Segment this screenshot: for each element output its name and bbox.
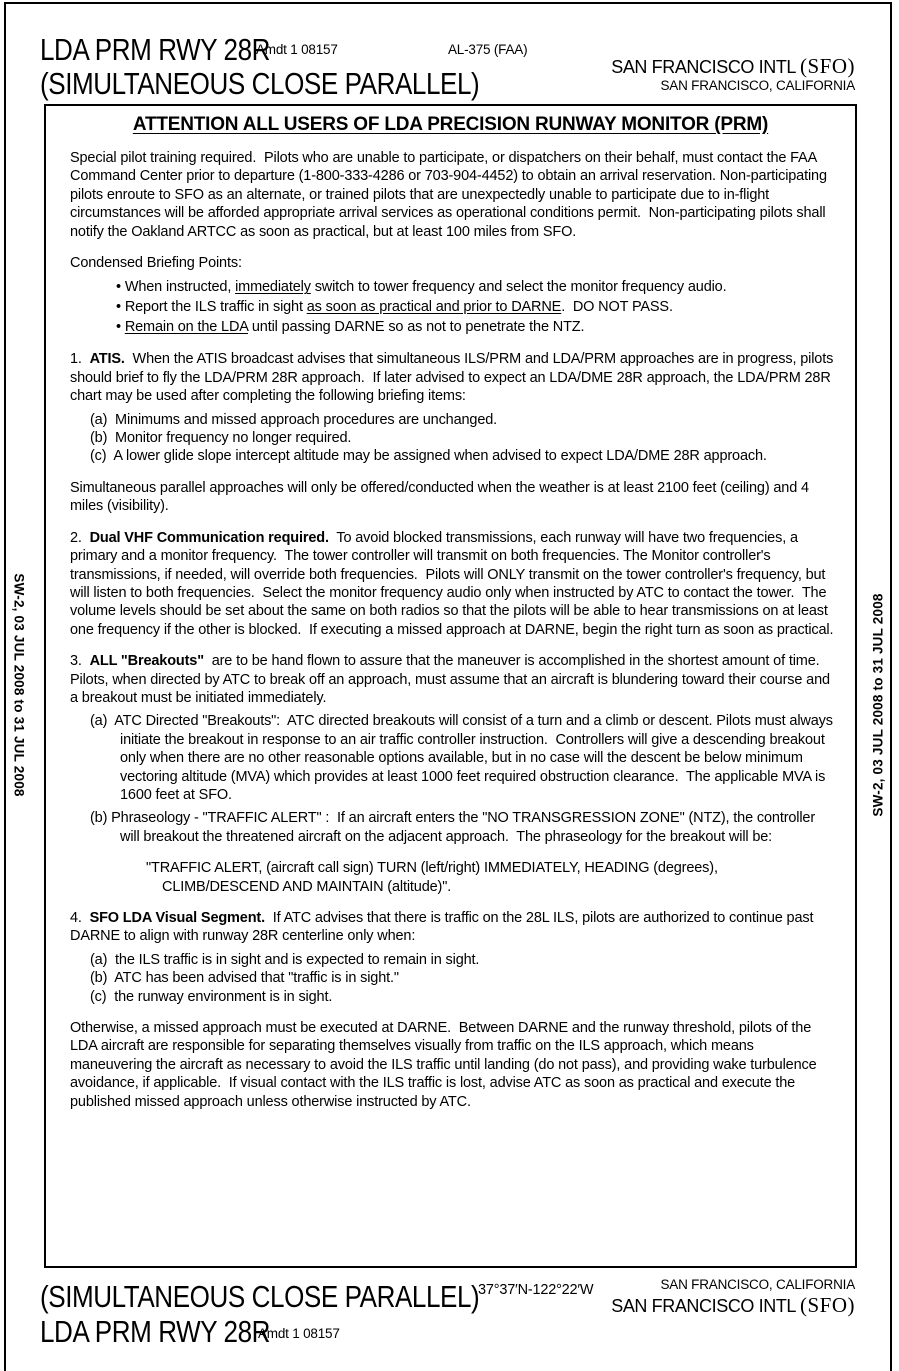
lettered-item [90, 712, 835, 804]
paragraph [70, 1019, 835, 1111]
paragraph [70, 909, 835, 946]
text-run: switch to tower frequency and select the monitor frequency audio. [310, 279, 727, 296]
text-run: To avoid blocked transmissions, each runway will have two frequencies, a primary and a monitor frequency. The tower controller will transmit on both frequencies. The Monitor controller's transmissions, if needed, will override both frequencies. Pilots will ONLY transmit on the tower controller's frequency, but will listen to both frequencies. Select the monitor frequency audio only when instructed by ATC to contact the tower. The volume levels should be set about the same on both radios so that the pilots will be able to hear transmissions on at least one frequency if the other is blocked. If executing a missed approach at DARNE, begin the right turn as soon as practical. [70, 529, 834, 638]
paragraph [70, 479, 835, 516]
text-run: 2. [70, 529, 90, 546]
attention-notice-box [44, 104, 857, 1268]
phraseology-quote [146, 859, 835, 896]
text-run: Condensed Briefing Points: [70, 255, 242, 272]
text-run: Remain on the LDA [124, 319, 249, 336]
text-run: 1. [70, 351, 90, 368]
text-run: SFO LDA Visual Segment. [89, 910, 265, 926]
bullet-item: • Report the ILS traffic in sight as soon as practical and prior to DARNE. DO NOT PASS. [116, 299, 673, 316]
paragraph [70, 350, 838, 405]
footer-city: SAN FRANCISCO, CALIFORNIA [660, 1277, 855, 1292]
text-run: ATIS. [89, 351, 125, 368]
lettered-item [90, 951, 835, 969]
text-run: Otherwise, a missed approach must be executed at DARNE. Between DARNE and the runway threshold, pilots of the LDA aircraft are responsible for separating themselves visually from traffic on the ILS approach, which means maneuvering the aircraft as necessary to avoid the ILS traffic until landing (do not pass), and providing wake turbulence avoidance, if applicable. If visual contact with the ILS traffic is lost, advise ATC as soon as practical and execute the published missed approach unless otherwise instructed by ATC. [70, 1020, 821, 1110]
paragraph [70, 149, 835, 241]
lettered-list [70, 411, 835, 466]
text-run: (c) A lower glide slope intercept altitude may be assigned when advised to expect LDA/DME 28R approach. [90, 448, 767, 465]
lettered-item [90, 809, 835, 846]
paragraph [70, 652, 835, 707]
lettered-list [70, 809, 835, 846]
text-run: until passing DARNE so as not to penetrate the NTZ. [248, 319, 585, 336]
text-run: When the ATIS broadcast advises that simultaneous ILS/PRM and LDA/PRM approaches are in progress, pilots should brief to fly the LDA/PRM 28R approach. If later advised to expect an LDA/DME 28R approach, the LDA/PRM 28R chart may be used after completing the following briefing items: [70, 351, 838, 405]
footer-procedure-subtitle: (SIMULTANEOUS CLOSE PARALLEL) [40, 1279, 480, 1314]
bullet-list [70, 277, 835, 337]
header-airport-name: SAN FRANCISCO INTL (SFO) [611, 54, 855, 78]
header-procedure-title: LDA PRM RWY 28R [40, 32, 271, 67]
header-procedure-subtitle: (SIMULTANEOUS CLOSE PARALLEL) [40, 66, 480, 101]
header-amendment: Amdt 1 08157 [256, 42, 338, 57]
lettered-item [90, 447, 835, 465]
text-run: When instructed, [124, 279, 236, 296]
lettered-list [70, 712, 835, 804]
text-run: ALL "Breakouts" [89, 653, 204, 670]
footer-airport-name: SAN FRANCISCO INTL (SFO) [611, 1293, 855, 1318]
text-run: 4. [70, 910, 90, 926]
text-run: Special pilot training required. Pilots who are unable to participate, or dispatchers on their behalf, must contact the FAA Command Center prior to departure (1-800-333-4286 or 703-904-4452) to obtain an arrival reservation. Non-participating pilots enroute to SFO as an alternate, or trained pilots that are unexpectedly unable to participate due to in-flight circumstances will be afforded appropriate arrival services as operational conditions permit. Non-participating pilots shall notify the Oakland ARTCC as soon as practical, but at least 100 miles from SFO. [70, 150, 831, 240]
paragraph [70, 254, 835, 272]
text-run: (b) Phraseology - "TRAFFIC ALERT" : If an aircraft enters the "NO TRANSGRESSION ZONE" (NTZ), the controller will breakout the threatened aircraft on the adjacent approach. The phraseology for the breakout will be: [90, 810, 819, 845]
paragraph [70, 529, 835, 639]
text-run: 3. [70, 653, 90, 670]
edition-date-right: SW-2, 03 JUL 2008 to 31 JUL 2008 [870, 593, 886, 817]
header-city: SAN FRANCISCO, CALIFORNIA [660, 78, 855, 94]
text-run: (a) ATC Directed "Breakouts": ATC directed breakouts will consist of a turn and a climb or descent. Pilots must always initiate the breakout in response to an air traffic controller instruction. Controllers will give a descending breakout only when there are no other reasonable options available, but in no case will the descent be below minimum vectoring altitude (MVA) which provides at least 1000 feet required obstruction clearance. The applicable MVA is 1600 feet at SFO. [90, 713, 837, 803]
text-run: (b) ATC has been advised that "traffic is in sight." [90, 970, 399, 987]
text-run: "TRAFFIC ALERT, (aircraft call sign) TURN (left/right) IMMEDIATELY, HEADING (degrees), CLIMB/DESCEND AND MAINTAIN (altitude)". [146, 860, 722, 895]
edition-date-left: SW-2, 03 JUL 2008 to 31 JUL 2008 [11, 573, 27, 797]
text-run: (a) the ILS traffic is in sight and is expected to remain in sight. [90, 951, 480, 968]
text-run: If ATC advises that there is traffic on the 28L ILS, pilots are authorized to continue past DARNE to align with runway 28R centerline only when: [70, 910, 818, 945]
header-al-number: AL-375 (FAA) [448, 42, 528, 57]
lettered-item [90, 429, 835, 447]
text-run: immediately [235, 279, 311, 296]
text-run: are to be hand flown to assure that the maneuver is accomplished in the shortest amount of time. Pilots, when directed by ATC to break off an approach, must assume that an aircraft is blundering toward their course and a breakout must be initiated immediately. [70, 653, 834, 706]
text-run: (a) Minimums and missed approach procedures are unchanged. [90, 411, 498, 428]
footer-airport-block [611, 1277, 855, 1318]
text-run: Report the ILS traffic in sight [124, 299, 307, 316]
text-run: (c) the runway environment is in sight. [90, 988, 333, 1005]
lettered-item [90, 969, 835, 987]
bullet-item: • When instructed, immediately switch to tower frequency and select the monitor frequency audio. [116, 279, 727, 296]
text-run: . DO NOT PASS. [561, 299, 673, 316]
text-run: as soon as practical and prior to DARNE [306, 299, 562, 316]
text-run: Dual VHF Communication required. [89, 529, 329, 546]
footer-procedure-title: LDA PRM RWY 28R [40, 1314, 271, 1349]
footer-amendment: Amdt 1 08157 [258, 1326, 340, 1341]
bullet-item: • Remain on the LDA until passing DARNE so as not to penetrate the NTZ. [116, 319, 585, 336]
lettered-list [70, 951, 835, 1006]
footer-coordinates: 37°37′N-122°22′W [478, 1282, 594, 1298]
text-run: (b) Monitor frequency no longer required. [90, 430, 352, 447]
notice-body [46, 149, 855, 1111]
lettered-item [90, 411, 835, 429]
notice-title: ATTENTION ALL USERS OF LDA PRECISION RUNWAY MONITOR (PRM) [132, 114, 769, 135]
text-run: Simultaneous parallel approaches will only be offered/conducted when the weather is at least 2100 feet (ceiling) and 4 miles (visibility). [70, 479, 813, 515]
header-airport-block [611, 54, 855, 94]
lettered-item [90, 988, 835, 1006]
